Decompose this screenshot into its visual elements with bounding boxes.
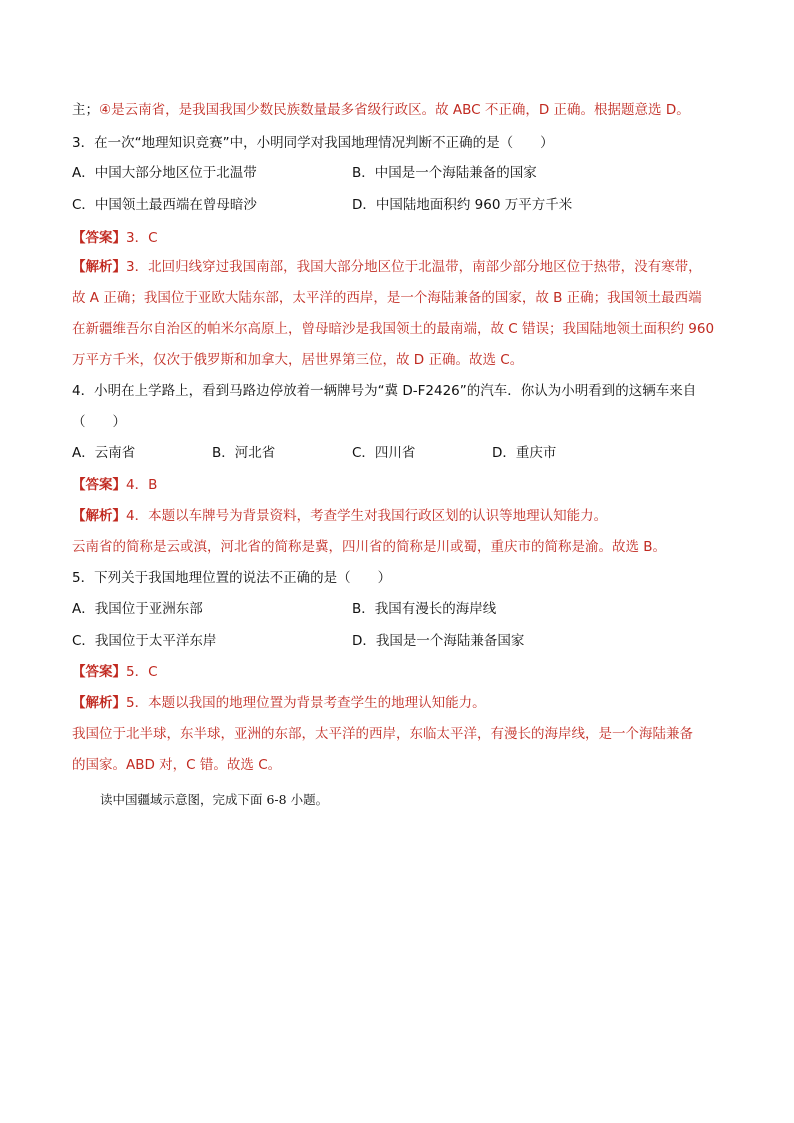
q5-option-b: B．我国有漫长的海岸线 — [352, 601, 497, 617]
q5-answer — [72, 663, 722, 681]
prev-analysis-tail — [72, 101, 722, 119]
prev-tail-prefix: 主； — [72, 102, 99, 118]
answer-tag: 【答案】 — [72, 477, 126, 493]
map-reading-note: 读中国疆域示意图，完成下面 6-8 小题。 — [100, 792, 329, 807]
q4-answer-value: 4．B — [126, 477, 158, 493]
q3-option-b: B．中国是一个海陆兼备的国家 — [352, 165, 537, 181]
q3-analysis-line-1 — [72, 258, 722, 276]
q4-option-d: D．重庆市 — [492, 445, 557, 461]
q3-option-a: A．中国大部分地区位于北温带 — [72, 165, 257, 181]
q5-analysis-line-1 — [72, 694, 722, 712]
q3-option-c: C．中国领土最西端在曾母暗沙 — [72, 197, 257, 213]
q4-option-a: A．云南省 — [72, 445, 136, 461]
q4-stem-line-1: 4．小明在上学路上，看到马路边停放着一辆牌号为“冀 D-F2426”的汽车．你认为小明看到的这辆车来自 — [72, 383, 697, 399]
q5-option-c: C．我国位于太平洋东岸 — [72, 633, 217, 649]
q5-analysis-text-1: 5．本题以我国的地理位置为背景考查学生的地理认知能力。 — [126, 695, 486, 711]
q5-analysis-line-3: 的国家。ABD 对，C 错。故选 C。 — [72, 757, 282, 773]
q4-option-c: C．四川省 — [352, 445, 416, 461]
analysis-tag: 【解析】 — [72, 508, 126, 524]
q4-stem-line-2: （ ） — [72, 414, 126, 430]
analysis-tag: 【解析】 — [72, 695, 126, 711]
q3-stem: 3．在一次“地理知识竞赛”中，小明同学对我国地理情况判断不正确的是（ ） — [72, 135, 554, 151]
q3-analysis-text-1: 3．北回归线穿过我国南部，我国大部分地区位于北温带，南部少部分地区位于热带，没有寒带， — [126, 259, 702, 275]
answer-tag: 【答案】 — [72, 664, 126, 680]
q3-analysis-line-4: 万平方千米，仅次于俄罗斯和加拿大，居世界第三位，故 D 正确。故选 C。 — [72, 352, 524, 368]
q3-analysis-line-3: 在新疆维吾尔自治区的帕米尔高原上，曾母暗沙是我国领土的最南端，故 C 错误；我国陆地领土面积约 960 — [72, 321, 715, 337]
q3-option-d: D．中国陆地面积约 960 万平方千米 — [352, 197, 573, 213]
q4-answer — [72, 476, 722, 494]
q4-analysis-line-1 — [72, 507, 722, 525]
q5-option-a: A．我国位于亚洲东部 — [72, 601, 203, 617]
q5-option-d: D．我国是一个海陆兼备国家 — [352, 633, 525, 649]
q3-analysis-line-2: 故 A 正确；我国位于亚欧大陆东部，太平洋的西岸，是一个海陆兼备的国家，故 B 正确；我国领土最西端 — [72, 290, 702, 306]
q4-analysis-line-2: 云南省的简称是云或滇，河北省的简称是冀，四川省的简称是川或蜀，重庆市的简称是渝。故选 B。 — [72, 539, 667, 555]
q5-analysis-line-2: 我国位于北半球，东半球，亚洲的东部，太平洋的西岸，东临太平洋，有漫长的海岸线，是一个海陆兼备 — [72, 726, 693, 742]
analysis-tag: 【解析】 — [72, 259, 126, 275]
q4-analysis-text-1: 4．本题以车牌号为背景资料，考查学生对我国行政区划的认识等地理认知能力。 — [126, 508, 608, 524]
q5-answer-value: 5．C — [126, 664, 158, 680]
q4-option-b: B．河北省 — [212, 445, 276, 461]
answer-tag: 【答案】 — [72, 230, 126, 246]
q5-stem: 5．下列关于我国地理位置的说法不正确的是（ ） — [72, 570, 392, 586]
q3-answer-value: 3．C — [126, 230, 158, 246]
q3-answer — [72, 229, 722, 247]
prev-tail-text: ④是云南省，是我国我国少数民族数量最多省级行政区。故 ABC 不正确，D 正确。根据题意选 D。 — [99, 102, 690, 118]
